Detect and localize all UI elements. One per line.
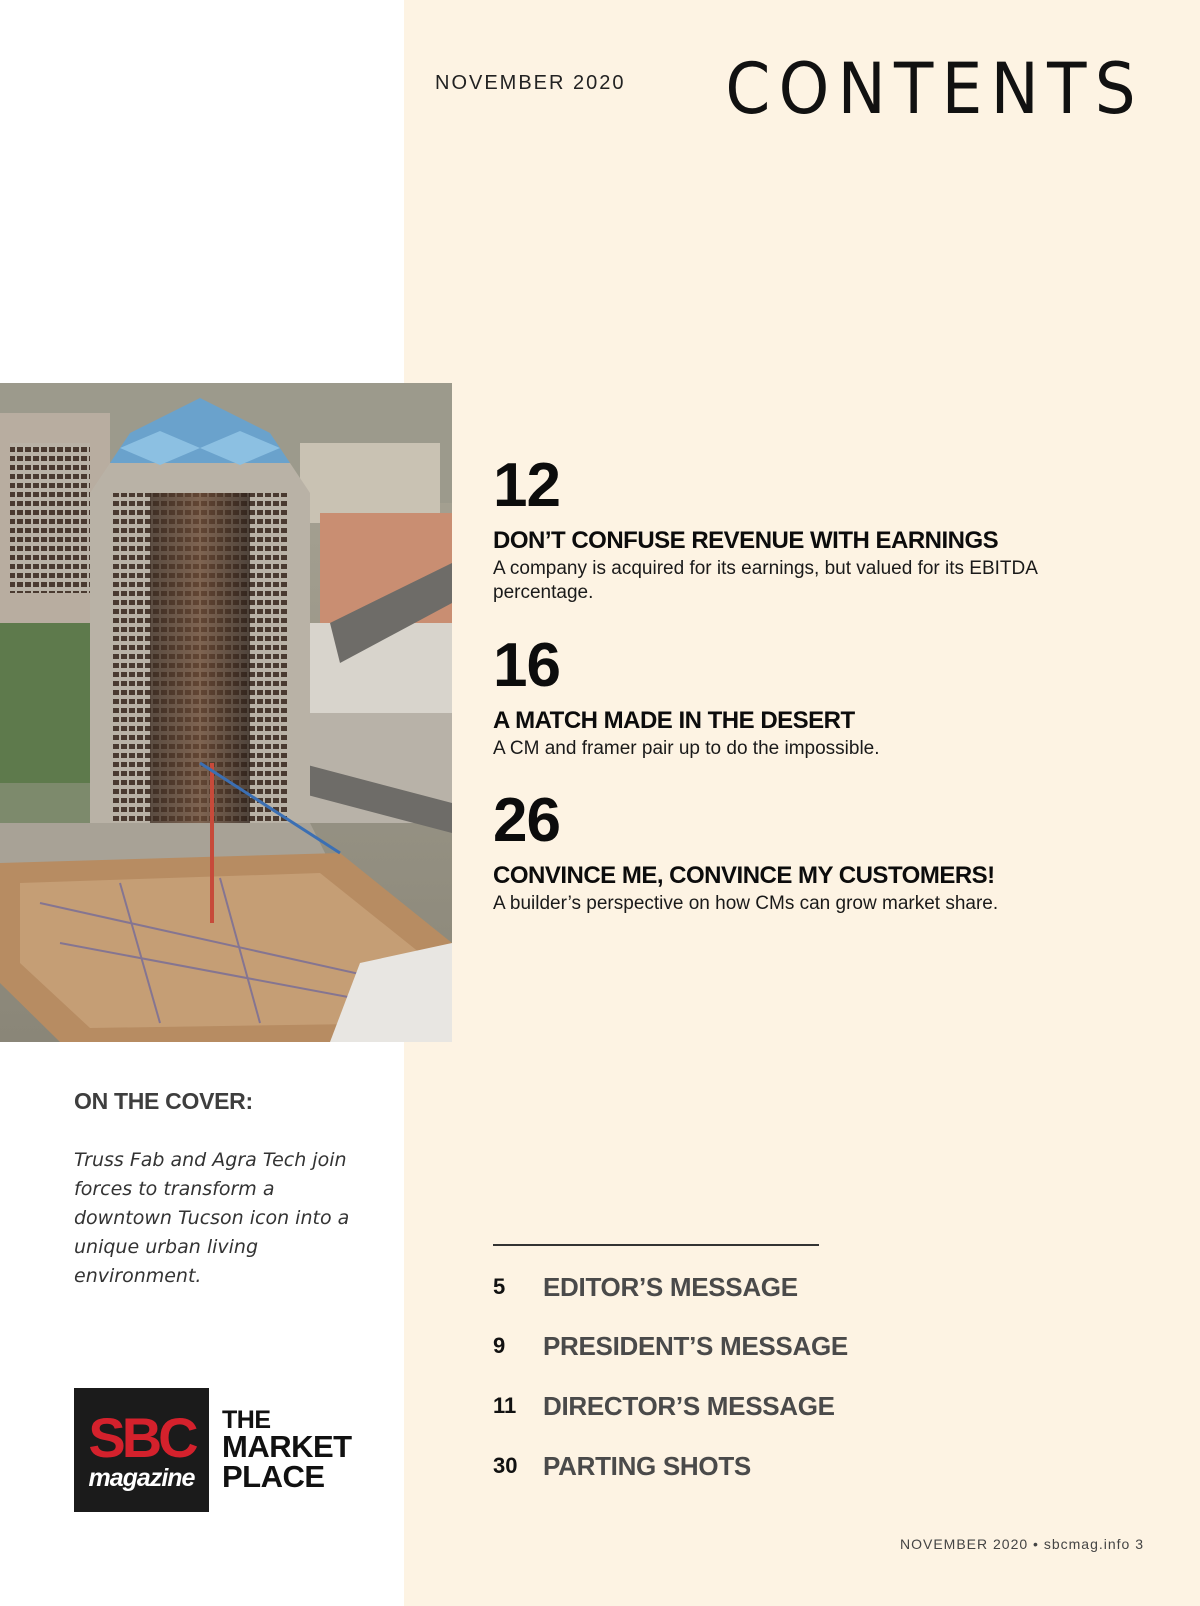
feature-title[interactable]: A MATCH MADE IN THE DESERT <box>493 707 855 734</box>
cover-photo-illustration <box>0 383 452 1042</box>
market-place-title <box>222 1408 352 1492</box>
page-footer: NOVEMBER 2020 • sbcmag.info 3 <box>900 1536 1144 1552</box>
feature-description: A builder’s perspective on how CMs can grow market share. <box>493 893 999 914</box>
department-page-number: 5 <box>493 1274 506 1299</box>
market-place-line: MARKET <box>222 1429 352 1464</box>
cover-description: Truss Fab and Agra Tech join forces to transform a downtown Tucson icon into a unique urban living environment. <box>74 1149 350 1287</box>
cover-photo <box>0 383 452 1042</box>
feature-page-number: 16 <box>493 631 560 700</box>
feature-description: A CM and framer pair up to do the impossible. <box>493 738 880 759</box>
feature-article[interactable] <box>493 631 1133 761</box>
logo-sbc-text: SBC <box>88 1406 195 1469</box>
department-item[interactable] <box>493 1267 993 1307</box>
issue-date: NOVEMBER 2020 <box>435 72 626 94</box>
feature-page-number: 26 <box>493 786 560 855</box>
cover-heading: ON THE COVER: <box>74 1088 253 1114</box>
department-label[interactable]: DIRECTOR’S MESSAGE <box>543 1390 835 1421</box>
feature-description: A company is acquired for its earnings, but valued for its EBITDA percentage. <box>493 558 1037 603</box>
section-divider <box>493 1244 819 1246</box>
market-place-line: PLACE <box>222 1459 325 1494</box>
sbc-magazine-logo <box>74 1388 209 1512</box>
feature-title[interactable]: CONVINCE ME, CONVINCE MY CUSTOMERS! <box>493 862 995 889</box>
logo-magazine-text: magazine <box>88 1464 195 1492</box>
department-item[interactable] <box>493 1446 993 1486</box>
department-label[interactable]: PRESIDENT’S MESSAGE <box>543 1330 848 1361</box>
department-item[interactable] <box>493 1326 993 1366</box>
feature-article[interactable] <box>493 786 1133 916</box>
feature-title[interactable]: DON’T CONFUSE REVENUE WITH EARNINGS <box>493 527 999 554</box>
department-page-number: 11 <box>493 1393 517 1418</box>
page-title: CONTENTS <box>725 48 1144 130</box>
market-place-line: THE <box>222 1406 271 1434</box>
feature-page-number: 12 <box>493 451 560 520</box>
department-label[interactable]: PARTING SHOTS <box>543 1450 751 1481</box>
department-item[interactable] <box>493 1386 993 1426</box>
department-page-number: 9 <box>493 1333 506 1358</box>
department-label[interactable]: EDITOR’S MESSAGE <box>543 1271 798 1302</box>
feature-article[interactable] <box>493 451 1133 605</box>
department-page-number: 30 <box>493 1453 518 1478</box>
